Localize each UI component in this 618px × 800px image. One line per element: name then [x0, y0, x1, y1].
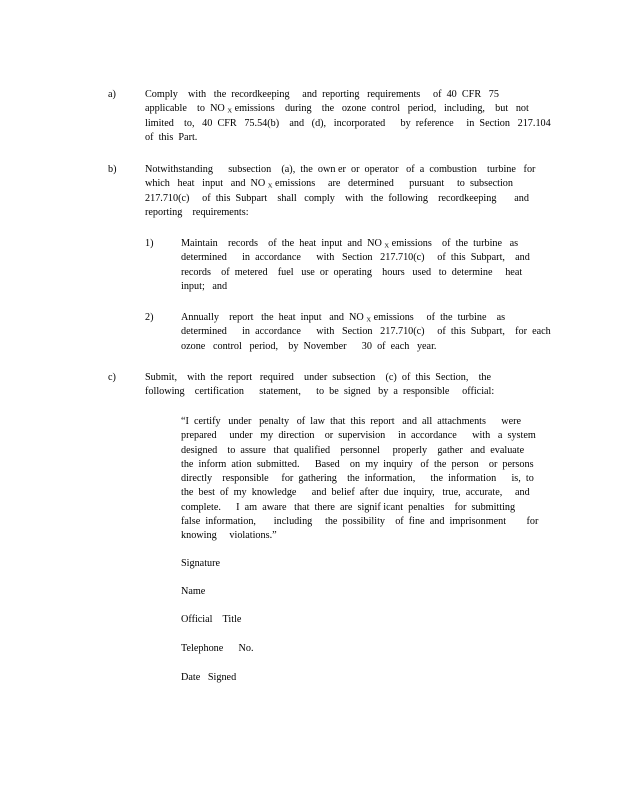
- item-c-text: [145, 371, 540, 400]
- item-a-line: of this Part.: [145, 131, 198, 143]
- item-b1-line: records of metered fuel use or operating hours used to determine heat: [181, 266, 523, 278]
- certification-line: the inform ation submitted. Based on my inquiry of the person or persons: [181, 458, 534, 470]
- certification-line: prepared under my direction or supervision in accordance with a system: [181, 430, 536, 442]
- item-a-line: Comply with the recordkeeping and reporting requirements of 40 CFR 75: [145, 89, 499, 100]
- item-b-line: reporting requirements:: [145, 206, 249, 218]
- item-b1-line: determined in accordance with Section 217.710(c) of this Subpart, and: [181, 252, 530, 264]
- certification-line: “I certify under penalty of law that this report and all attachments were: [181, 416, 522, 427]
- item-b-line: which heat input and NO $_X$ emissions are determined pursuant to subsection: [145, 178, 513, 190]
- name-field-label: Name: [181, 586, 206, 597]
- item-b1-marker: 1): [145, 238, 154, 249]
- item-a-line: applicable to NO $_X$ emissions during the ozone control period, including, but not: [145, 103, 529, 115]
- item-b1-line: Maintain records of the heat input and NO $_X$ emissions of the turbine as: [181, 238, 519, 250]
- certification-line: false information, including the possibility of fine and imprisonment for: [181, 516, 539, 528]
- item-b2-marker: 2): [145, 312, 154, 323]
- item-a-text: [145, 88, 551, 145]
- item-b2-line: ozone control period, by November 30 of each year.: [181, 340, 437, 352]
- item-b2-text: [181, 311, 551, 354]
- item-b-text: [145, 163, 540, 220]
- certification-line: directly responsible for gathering the information, the information is, to: [181, 473, 534, 485]
- telephone-field-label: Telephone No.: [181, 643, 254, 654]
- item-a-line: limited to, 40 CFR 75.54(b) and (d), incorporated by reference in Section 217.104: [145, 117, 551, 129]
- certification-statement: [181, 415, 541, 544]
- date-signed-field-label: Date Signed: [181, 672, 237, 683]
- item-b-line: 217.710(c) of this Subpart shall comply with the following recordkeeping and: [145, 192, 529, 204]
- item-c-marker: c): [108, 372, 116, 383]
- certification-line: complete. I am aware that there are signif icant penalties for submitting: [181, 501, 516, 513]
- certification-line: the best of my knowledge and belief after due inquiry, true, accurate, and: [181, 487, 530, 499]
- item-c-line: Submit, with the report required under subsection (c) of this Section, the: [145, 372, 492, 383]
- official-title-field-label: Official Title: [181, 614, 242, 625]
- item-b1-line: input; and: [181, 280, 228, 292]
- certification-line: knowing violations.”: [181, 530, 277, 542]
- signature-field-label: Signature: [181, 558, 221, 569]
- certification-line: designed to assure that qualified personnel properly gather and evaluate: [181, 444, 525, 456]
- item-c-line: following certification statement, to be signed by a responsible official:: [145, 386, 495, 398]
- item-b-line: Notwithstanding subsection (a), the own er or operator of a combustion turbine for: [145, 164, 536, 175]
- item-b2-line: determined in accordance with Section 217.710(c) of this Subpart, for each: [181, 326, 551, 338]
- item-a-marker: a): [108, 89, 116, 100]
- item-b-marker: b): [108, 164, 117, 175]
- item-b2-line: Annually report the heat input and NO $_X$ emissions of the turbine as: [181, 312, 506, 324]
- item-b1-text: [181, 237, 541, 294]
